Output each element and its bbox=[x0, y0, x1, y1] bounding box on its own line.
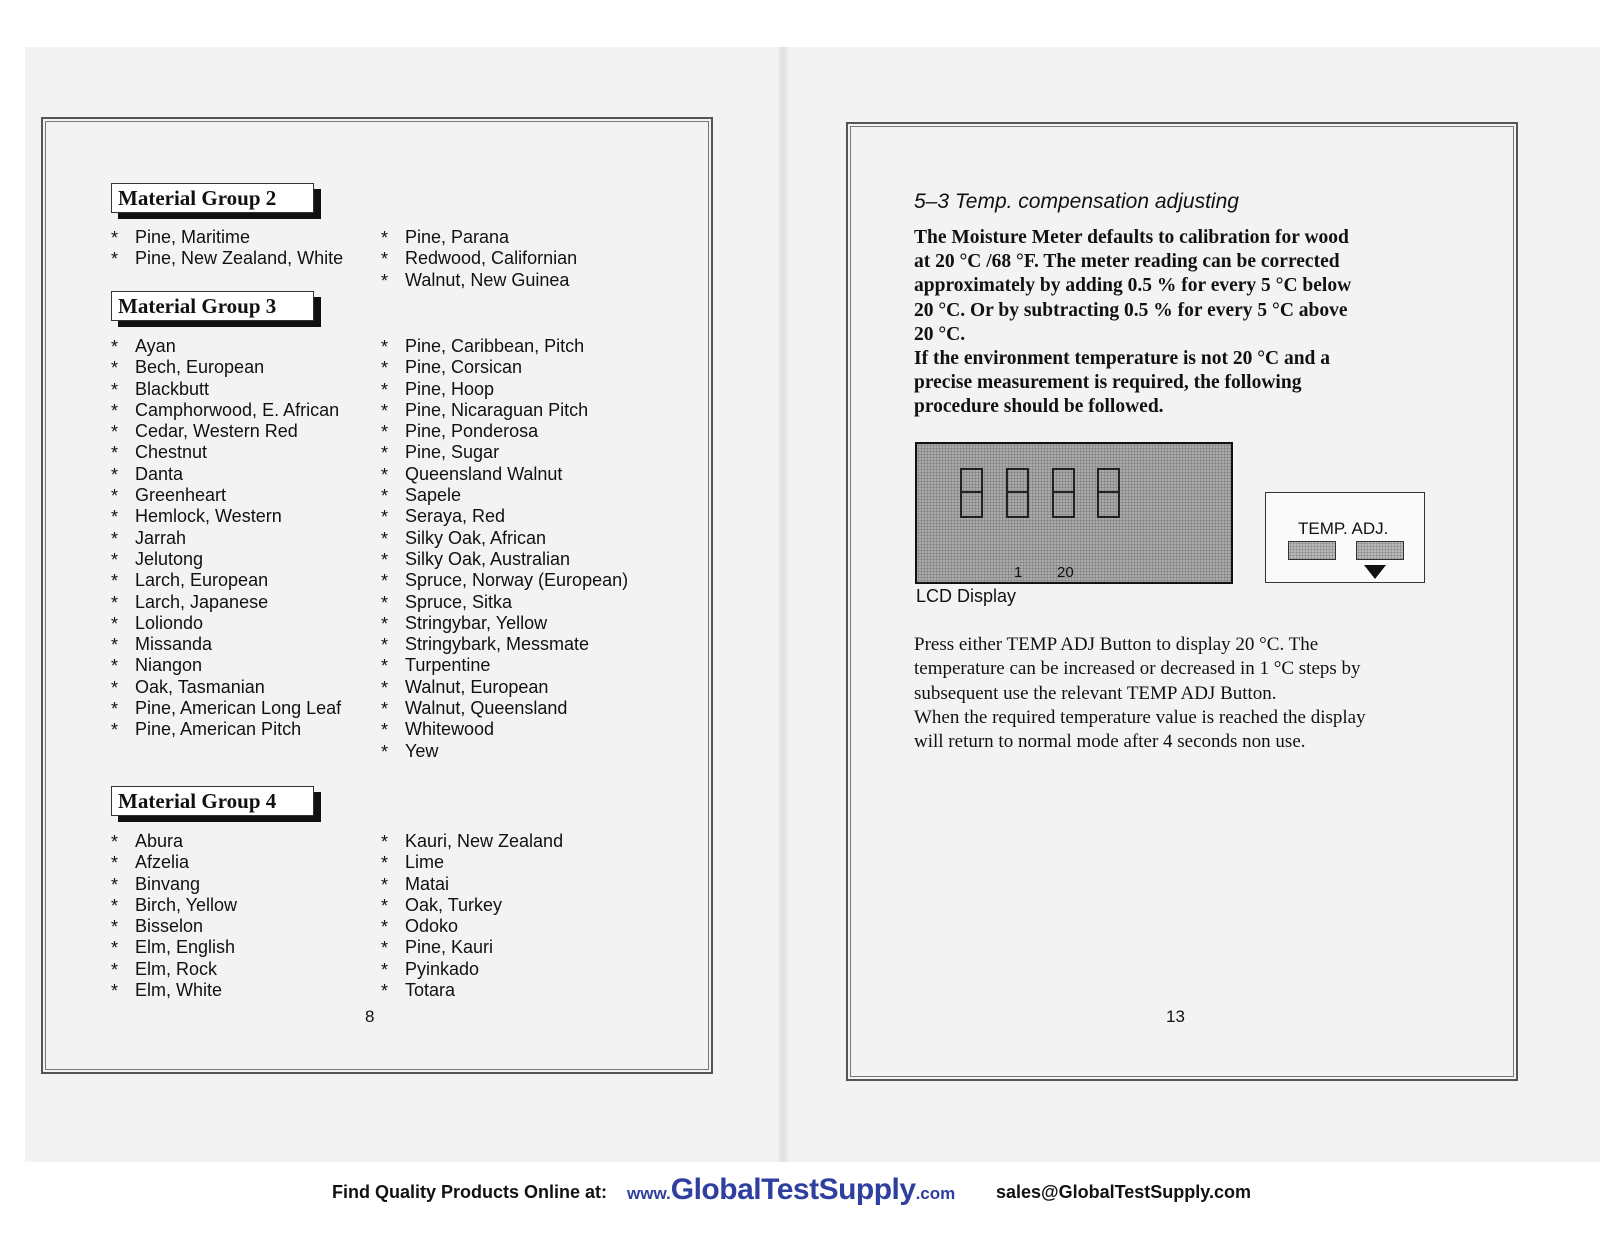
material-name: Kauri, New Zealand bbox=[405, 831, 564, 851]
material-name: Jelutong bbox=[135, 548, 204, 569]
material-name: Pine, American Pitch bbox=[135, 719, 302, 740]
bullet-star: * bbox=[111, 486, 119, 507]
material-item bbox=[111, 570, 341, 591]
text-line: at 20 °C /68 °F. The meter reading can be corrected bbox=[914, 251, 1340, 273]
material-name: Oak, Tasmanian bbox=[135, 676, 265, 697]
lcd-label: LCD Display bbox=[916, 586, 1017, 606]
bullet-star: * bbox=[111, 507, 119, 528]
bullet-star: * bbox=[381, 832, 389, 852]
material-name: Pine, Parana bbox=[405, 227, 510, 247]
material-item bbox=[381, 592, 628, 613]
material-name: Pine, Caribbean, Pitch bbox=[405, 336, 585, 356]
material-item bbox=[381, 677, 628, 698]
material-item bbox=[381, 549, 628, 570]
material-name: Silky Oak, African bbox=[405, 527, 547, 548]
bullet-star: * bbox=[381, 938, 389, 959]
material-name: Camphorwood, E. African bbox=[135, 399, 340, 420]
bullet-star: * bbox=[381, 379, 389, 400]
material-name: Pine, Nicaraguan Pitch bbox=[405, 399, 589, 420]
material-item bbox=[381, 874, 563, 895]
bullet-star: * bbox=[111, 358, 119, 379]
bullet-star: * bbox=[381, 981, 389, 1002]
bullet-star: * bbox=[111, 656, 119, 677]
material-item bbox=[381, 916, 563, 937]
material-item bbox=[111, 719, 341, 740]
text-line: precise measurement is required, the following bbox=[914, 372, 1302, 394]
down-arrow-icon bbox=[1364, 565, 1386, 579]
temp-adj-button-right bbox=[1356, 541, 1404, 560]
material-name: Larch, Japanese bbox=[135, 591, 269, 612]
bullet-star: * bbox=[111, 228, 119, 248]
bullet-star: * bbox=[381, 720, 389, 741]
bullet-star: * bbox=[381, 571, 389, 592]
bullet-star: * bbox=[111, 832, 119, 852]
material-name: Pine, Sugar bbox=[405, 442, 500, 463]
bullet-star: * bbox=[111, 938, 119, 959]
material-item bbox=[381, 937, 563, 958]
lcd-value-1: 1 bbox=[1014, 564, 1023, 581]
material-item bbox=[381, 613, 628, 634]
intro-paragraph bbox=[914, 226, 1434, 420]
bullet-star: * bbox=[111, 699, 119, 720]
material-name: Yew bbox=[405, 740, 439, 761]
bullet-star: * bbox=[111, 613, 119, 634]
section-title: 5–3 Temp. compensation adjusting bbox=[914, 190, 1239, 213]
bullet-star: * bbox=[111, 677, 119, 698]
material-name: Bech, European bbox=[135, 357, 265, 378]
bullet-star: * bbox=[381, 613, 389, 634]
material-item bbox=[111, 937, 237, 958]
material-item bbox=[381, 270, 577, 291]
footer bbox=[0, 1173, 1600, 1208]
bullet-star: * bbox=[111, 853, 119, 874]
bullet-star: * bbox=[381, 917, 389, 938]
material-item bbox=[111, 485, 341, 506]
bullet-star: * bbox=[381, 249, 389, 270]
material-item bbox=[111, 831, 237, 852]
bullet-star: * bbox=[381, 592, 389, 613]
material-name: Niangon bbox=[135, 655, 203, 676]
material-name: Seraya, Red bbox=[405, 506, 506, 527]
bullet-star: * bbox=[381, 228, 389, 248]
material-item bbox=[111, 592, 341, 613]
bullet-star: * bbox=[381, 635, 389, 656]
material-name: Hemlock, Western bbox=[135, 506, 282, 527]
bullet-star: * bbox=[111, 422, 119, 443]
bullet-star: * bbox=[381, 507, 389, 528]
material-item bbox=[111, 959, 237, 980]
footer-email-link[interactable]: sales@GlobalTestSupply.com bbox=[996, 1182, 1251, 1202]
url-main: GlobalTestSupply bbox=[670, 1173, 916, 1206]
bullet-star: * bbox=[381, 486, 389, 507]
material-item bbox=[381, 831, 563, 852]
material-item bbox=[111, 227, 343, 248]
text-line: Press either TEMP ADJ Button to display 20 °C. The bbox=[914, 634, 1319, 655]
temp-adj-panel bbox=[1265, 492, 1425, 583]
material-name: Cedar, Western Red bbox=[135, 421, 298, 442]
material-item bbox=[111, 357, 341, 378]
material-name: Stringybar, Yellow bbox=[405, 612, 548, 633]
material-name: Queensland Walnut bbox=[405, 463, 563, 484]
group-list bbox=[111, 831, 237, 1001]
material-item bbox=[381, 655, 628, 676]
material-name: Danta bbox=[135, 463, 184, 484]
material-name: Missanda bbox=[135, 634, 213, 655]
material-name: Greenheart bbox=[135, 485, 227, 506]
material-name: Pine, Maritime bbox=[135, 227, 251, 247]
material-name: Walnut, New Guinea bbox=[405, 269, 570, 290]
material-item bbox=[381, 895, 563, 916]
material-name: Pine, Kauri bbox=[405, 937, 494, 958]
material-name: Redwood, Californian bbox=[405, 248, 578, 269]
group-list bbox=[111, 336, 341, 741]
bullet-star: * bbox=[381, 549, 389, 570]
material-name: Loliondo bbox=[135, 612, 204, 633]
group-list bbox=[381, 831, 563, 1001]
material-item bbox=[381, 400, 628, 421]
material-name: Binvang bbox=[135, 873, 201, 894]
url-prefix: www. bbox=[627, 1184, 671, 1203]
bullet-star: * bbox=[381, 528, 389, 549]
material-item bbox=[111, 464, 341, 485]
material-item bbox=[381, 248, 577, 269]
page-number: 8 bbox=[365, 1007, 375, 1026]
material-name: Pine, American Long Leaf bbox=[135, 698, 342, 719]
material-item bbox=[381, 741, 628, 762]
material-name: Spruce, Norway (European) bbox=[405, 570, 629, 591]
material-item bbox=[111, 248, 343, 269]
temp-adj-button-left bbox=[1288, 541, 1336, 560]
temp-adj-label: TEMP. ADJ. bbox=[1298, 519, 1389, 538]
material-item bbox=[111, 506, 341, 527]
material-name: Whitewood bbox=[405, 719, 495, 740]
lcd-digit bbox=[1052, 468, 1075, 518]
material-item bbox=[381, 698, 628, 719]
group-list bbox=[381, 227, 577, 291]
bullet-star: * bbox=[381, 699, 389, 720]
material-item bbox=[111, 655, 341, 676]
material-item bbox=[381, 485, 628, 506]
bullet-star: * bbox=[111, 443, 119, 464]
material-item bbox=[111, 895, 237, 916]
material-item bbox=[111, 442, 341, 463]
bullet-star: * bbox=[111, 549, 119, 570]
material-name: Lime bbox=[405, 852, 445, 873]
bullet-star: * bbox=[381, 959, 389, 980]
material-name: Silky Oak, Australian bbox=[405, 548, 571, 569]
material-name: Larch, European bbox=[135, 570, 269, 591]
material-item bbox=[111, 379, 341, 400]
material-name: Walnut, European bbox=[405, 676, 549, 697]
bullet-star: * bbox=[381, 422, 389, 443]
text-line: 20 °C. Or by subtracting 0.5 % for every 5 °C above bbox=[914, 299, 1348, 321]
material-item bbox=[381, 634, 628, 655]
material-name: Turpentine bbox=[405, 655, 491, 676]
material-item bbox=[381, 379, 628, 400]
text-line: 20 °C. bbox=[914, 323, 966, 345]
material-name: Abura bbox=[135, 831, 184, 851]
material-item bbox=[111, 980, 237, 1001]
material-name: Stringybark, Messmate bbox=[405, 634, 590, 655]
group-heading: Material Group 4 bbox=[111, 786, 314, 816]
material-name: Pine, New Zealand, White bbox=[135, 248, 344, 269]
material-item bbox=[111, 916, 237, 937]
material-item bbox=[381, 528, 628, 549]
material-item bbox=[381, 421, 628, 442]
material-name: Elm, English bbox=[135, 937, 236, 958]
material-item bbox=[111, 528, 341, 549]
material-item bbox=[111, 698, 341, 719]
lcd-display-diagram bbox=[915, 442, 1233, 584]
bullet-star: * bbox=[111, 528, 119, 549]
material-name: Pine, Ponderosa bbox=[405, 421, 539, 442]
material-item bbox=[111, 677, 341, 698]
material-item bbox=[381, 959, 563, 980]
footer-find-text: Find Quality Products Online at: bbox=[332, 1182, 608, 1202]
material-name: Walnut, Queensland bbox=[405, 698, 568, 719]
material-item bbox=[381, 719, 628, 740]
url-suffix: .com bbox=[915, 1184, 956, 1203]
material-item bbox=[381, 570, 628, 591]
material-item bbox=[111, 421, 341, 442]
bullet-star: * bbox=[381, 270, 389, 291]
text-line: The Moisture Meter defaults to calibration for wood bbox=[914, 227, 1349, 248]
bullet-star: * bbox=[111, 464, 119, 485]
material-name: Bisselon bbox=[135, 916, 204, 937]
bullet-star: * bbox=[111, 400, 119, 421]
group-heading: Material Group 3 bbox=[111, 291, 314, 321]
bullet-star: * bbox=[381, 741, 389, 762]
material-name: Chestnut bbox=[135, 442, 208, 463]
material-item bbox=[111, 634, 341, 655]
bullet-star: * bbox=[381, 443, 389, 464]
lcd-value-2: 20 bbox=[1057, 564, 1074, 581]
lcd-digit bbox=[960, 468, 983, 518]
material-name: Elm, White bbox=[135, 980, 223, 1001]
bullet-star: * bbox=[111, 592, 119, 613]
bullet-star: * bbox=[381, 400, 389, 421]
bullet-star: * bbox=[381, 874, 389, 895]
bullet-star: * bbox=[111, 635, 119, 656]
material-name: Elm, Rock bbox=[135, 958, 218, 979]
bullet-star: * bbox=[381, 656, 389, 677]
material-item bbox=[381, 442, 628, 463]
material-item bbox=[381, 506, 628, 527]
material-item bbox=[381, 227, 577, 248]
bullet-star: * bbox=[381, 337, 389, 357]
bullet-star: * bbox=[381, 358, 389, 379]
bullet-star: * bbox=[111, 959, 119, 980]
bullet-star: * bbox=[381, 853, 389, 874]
group-list bbox=[111, 227, 343, 270]
text-line: will return to normal mode after 4 seconds non use. bbox=[914, 731, 1306, 753]
group-heading: Material Group 2 bbox=[111, 183, 314, 213]
material-name: Oak, Turkey bbox=[405, 894, 503, 915]
bullet-star: * bbox=[381, 895, 389, 916]
text-line: approximately by adding 0.5 % for every 5 °C below bbox=[914, 275, 1352, 297]
lcd-digit bbox=[1097, 468, 1120, 518]
material-item bbox=[381, 464, 628, 485]
footer-website-link[interactable] bbox=[627, 1173, 955, 1207]
body-paragraph bbox=[914, 633, 1434, 754]
material-name: Odoko bbox=[405, 916, 459, 937]
material-name: Sapele bbox=[405, 485, 462, 506]
material-item bbox=[381, 980, 563, 1001]
text-line: procedure should be followed. bbox=[914, 396, 1164, 418]
bullet-star: * bbox=[111, 917, 119, 938]
material-name: Ayan bbox=[135, 336, 176, 356]
bullet-star: * bbox=[111, 981, 119, 1002]
material-item bbox=[111, 400, 341, 421]
bullet-star: * bbox=[111, 895, 119, 916]
text-line: When the required temperature value is reached the display bbox=[914, 706, 1366, 728]
bullet-star: * bbox=[381, 677, 389, 698]
material-item bbox=[111, 874, 237, 895]
material-name: Spruce, Sitka bbox=[405, 591, 513, 612]
material-name: Matai bbox=[405, 873, 450, 894]
material-name: Totara bbox=[405, 980, 456, 1001]
material-item bbox=[381, 336, 628, 357]
lcd-digit bbox=[1006, 468, 1029, 518]
page-number: 13 bbox=[1166, 1007, 1185, 1026]
bullet-star: * bbox=[111, 249, 119, 270]
material-name: Pine, Corsican bbox=[405, 357, 523, 378]
group-list bbox=[381, 336, 628, 762]
bullet-star: * bbox=[111, 379, 119, 400]
material-name: Blackbutt bbox=[135, 378, 210, 399]
material-name: Afzelia bbox=[135, 852, 190, 873]
text-line: temperature can be increased or decreased in 1 °C steps by bbox=[914, 658, 1361, 680]
bullet-star: * bbox=[111, 874, 119, 895]
material-item bbox=[381, 357, 628, 378]
material-item bbox=[381, 852, 563, 873]
material-name: Pyinkado bbox=[405, 958, 480, 979]
material-name: Jarrah bbox=[135, 527, 187, 548]
material-name: Birch, Yellow bbox=[135, 894, 238, 915]
material-item bbox=[111, 549, 341, 570]
bullet-star: * bbox=[111, 720, 119, 741]
text-line: subsequent use the relevant TEMP ADJ Button. bbox=[914, 682, 1277, 704]
material-item bbox=[111, 852, 237, 873]
booklet-fold bbox=[778, 47, 788, 1162]
material-name: Pine, Hoop bbox=[405, 378, 495, 399]
bullet-star: * bbox=[111, 337, 119, 357]
material-item bbox=[111, 336, 341, 357]
bullet-star: * bbox=[111, 571, 119, 592]
text-line: If the environment temperature is not 20 °C and a bbox=[914, 348, 1331, 370]
bullet-star: * bbox=[381, 464, 389, 485]
material-item bbox=[111, 613, 341, 634]
